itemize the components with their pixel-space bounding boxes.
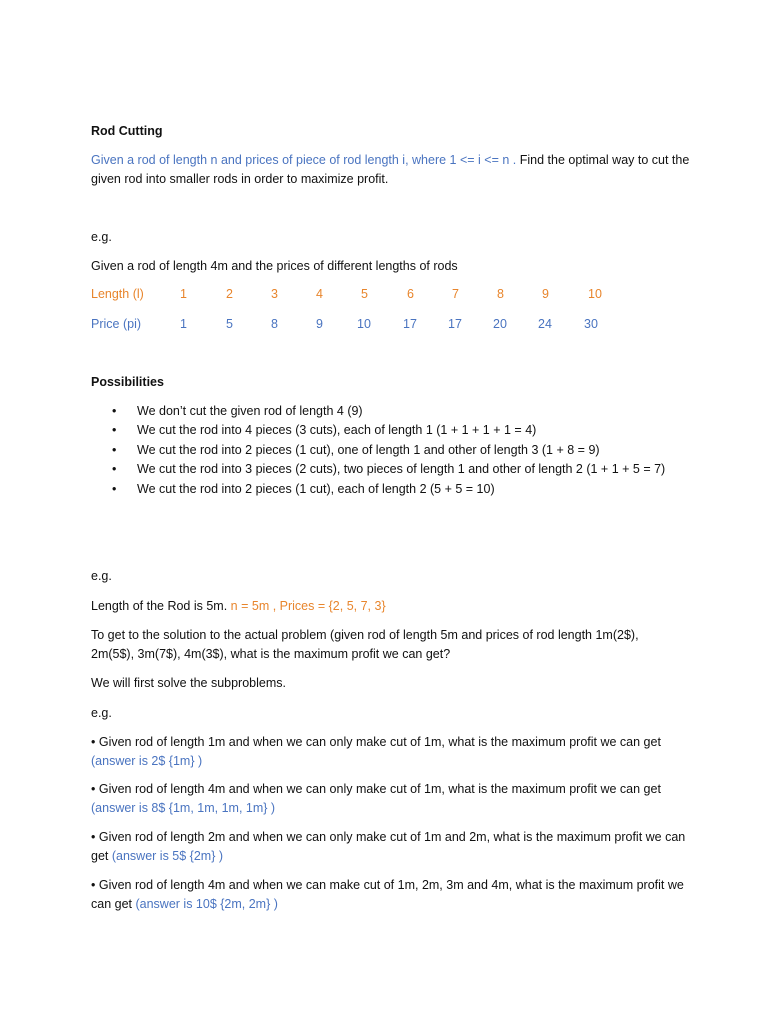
possibilities-list <box>91 402 711 499</box>
price-cell: 20 <box>493 317 507 331</box>
subproblem-answer: (answer is 10$ {2m, 2m} ) <box>135 897 278 911</box>
subproblem-text: • Given rod of length 4m and when we can only make cut of 1m, what is the maximum profit we can get <box>91 782 661 796</box>
intro-highlight: Given a rod of length n and prices of piece of rod length i, where 1 <= i <= n . <box>91 153 517 167</box>
price-cell: 5 <box>226 317 233 331</box>
list-item-text: We cut the rod into 3 pieces (2 cuts), two pieces of length 1 and other of length 2 (1 + 1 + 5 = 7) <box>137 462 666 477</box>
subproblem-text: • Given rod of length 2m and when we can only make cut of 1m and 2m, what is the maximum profit we can get <box>91 830 686 863</box>
example-label: e.g. <box>91 230 112 244</box>
subproblem-text: • Given rod of length 1m and when we can only make cut of 1m, what is the maximum profit we can get <box>91 735 661 749</box>
list-item-text: We cut the rod into 4 pieces (3 cuts), each of length 1 (1 + 1 + 1 + 1 = 4) <box>137 423 537 438</box>
price-cell: 24 <box>538 317 552 331</box>
price-cell: 17 <box>403 317 417 331</box>
problem-paragraph: To get to the solution to the actual problem (given rod of length 5m and prices of rod length 1m(2$), 2m(5$), 3m(7$), 4m(3$), what is the maximum profit we can get? <box>91 628 639 661</box>
length-cell: 7 <box>452 287 459 301</box>
rod-length-line <box>91 597 386 615</box>
price-cell: 10 <box>357 317 371 331</box>
subproblem-answer: (answer is 5$ {2m} ) <box>111 849 224 863</box>
bullet-glyph: • <box>112 481 117 496</box>
length-cell: 6 <box>407 287 414 301</box>
length-cell: 2 <box>226 287 233 301</box>
price-cell: 17 <box>448 317 462 331</box>
price-cell: 30 <box>584 317 598 331</box>
example-label: e.g. <box>91 569 112 583</box>
price-row <box>91 315 691 333</box>
length-cell: 10 <box>588 287 602 301</box>
rod-length-highlight: n = 5m , Prices = {2, 5, 7, 3} <box>230 599 386 613</box>
intro-paragraph <box>91 151 691 189</box>
list-item <box>91 402 711 421</box>
length-cell: 3 <box>271 287 278 301</box>
length-cell: 8 <box>497 287 504 301</box>
length-cell: 5 <box>361 287 368 301</box>
example-label: e.g. <box>91 706 112 720</box>
length-cell: 4 <box>316 287 323 301</box>
price-cell: 8 <box>271 317 278 331</box>
list-item <box>91 460 711 479</box>
subproblem-item <box>91 876 691 914</box>
price-cell: 1 <box>180 317 187 331</box>
length-header: Length (l) <box>91 287 144 301</box>
example-description: Given a rod of length 4m and the prices of different lengths of rods <box>91 259 458 273</box>
length-row <box>91 285 691 303</box>
possibilities-heading: Possibilities <box>91 375 164 389</box>
subproblem-item <box>91 828 691 866</box>
subproblems-intro: We will first solve the subproblems. <box>91 676 286 690</box>
document-title: Rod Cutting <box>91 124 163 138</box>
price-cell: 9 <box>316 317 323 331</box>
bullet-glyph: • <box>112 462 117 477</box>
subproblem-text: • Given rod of length 4m and when we can make cut of 1m, 2m, 3m and 4m, what is the maximum profit we can get <box>91 878 684 911</box>
bullet-glyph: • <box>112 404 117 418</box>
subproblem-answer: (answer is 8$ {1m, 1m, 1m, 1m} ) <box>91 801 276 815</box>
length-cell: 1 <box>180 287 187 301</box>
list-item-text: We cut the rod into 2 pieces (1 cut), one of length 1 and other of length 3 (1 + 8 = 9) <box>137 442 600 457</box>
list-item <box>91 441 711 460</box>
subproblem-answer: (answer is 2$ {1m} ) <box>91 754 203 768</box>
list-item-text: We cut the rod into 2 pieces (1 cut), each of length 2 (5 + 5 = 10) <box>137 481 495 496</box>
list-item <box>91 421 711 440</box>
intro-rest: Find the optimal way to cut the given rod into smaller rods in order to maximize profit. <box>91 153 690 186</box>
rod-length-text: Length of the Rod is 5m. <box>91 599 231 613</box>
bullet-glyph: • <box>112 442 117 457</box>
subproblem-item <box>91 780 691 818</box>
list-item <box>91 480 711 499</box>
subproblem-item <box>91 733 691 771</box>
list-item-text: We don’t cut the given rod of length 4 (9) <box>137 404 363 418</box>
bullet-glyph: • <box>112 423 117 438</box>
price-header: Price (pi) <box>91 317 142 331</box>
length-cell: 9 <box>542 287 549 301</box>
